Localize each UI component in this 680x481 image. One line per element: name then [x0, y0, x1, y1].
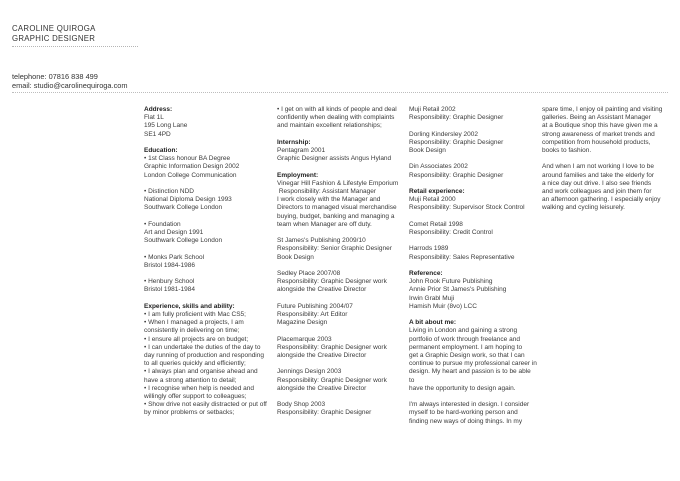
text-line: Graphic Designer assists Angus Hyland: [277, 155, 392, 163]
candidate-role: GRAPHIC DESIGNER: [12, 34, 96, 43]
spacer: [277, 262, 405, 270]
spacer: [277, 295, 405, 303]
spacer: [144, 139, 272, 147]
spacer: [144, 270, 272, 278]
text-line: Responsibility: Graphic Designer work: [277, 376, 387, 384]
header-divider: [12, 46, 138, 47]
text-line: • I can undertake the duties of the day to: [144, 343, 261, 351]
column-1: [144, 106, 272, 418]
text-line: National Diploma Design 1993: [144, 196, 232, 204]
spacer: [277, 163, 405, 171]
spacer: [277, 131, 405, 139]
text-line: books to fashion.: [542, 147, 592, 155]
text-line: And when I am not working I love to be: [542, 163, 655, 171]
section-heading: Internship:: [277, 138, 311, 146]
text-line: Southwark College London: [144, 204, 223, 212]
section-heading: Retail experience:: [409, 187, 465, 195]
text-line: • When I managed a projects, I am: [144, 319, 244, 327]
email-text: email: studio@carolinequiroga.com: [12, 81, 128, 90]
spacer: [277, 360, 405, 368]
text-line: Book Design: [409, 147, 446, 154]
spacer: [144, 180, 272, 188]
text-line: confidently when dealing with complaints: [277, 114, 395, 122]
text-line: a nice day out drive. I also see friends: [542, 179, 652, 187]
text-line: St James's Publishing 2009/10: [277, 237, 366, 245]
text-line: Responsibility: Graphic Designer work: [277, 343, 387, 351]
section-heading: Experience, skills and ability:: [144, 302, 235, 310]
column-4: [542, 106, 670, 213]
spacer: [409, 213, 537, 221]
text-line: permanent employment. I am hoping to: [409, 343, 523, 351]
text-line: Placemarque 2003: [277, 335, 332, 343]
text-line: Responsibility: Sales Representative: [409, 253, 515, 261]
text-line: • Show drive not easily distracted or put off: [144, 401, 267, 409]
text-line: John Rook Future Publishing: [409, 278, 493, 286]
spacer: [144, 295, 272, 303]
text-line: alongside the Creative Director: [277, 286, 367, 294]
text-line: Pentagram 2001: [277, 147, 326, 154]
text-line: Responsibility: Graphic Designer: [409, 114, 504, 122]
text-line: Living in London and gaining a strong: [409, 327, 518, 335]
text-line: and maintain excellent relationships;: [277, 122, 382, 130]
text-line: Responsibility: Assistant Manager: [277, 188, 376, 195]
text-line: Vinegar Hill Fashion & Lifestyle Emporium: [277, 179, 399, 187]
column-2: [277, 106, 405, 418]
text-line: Body Shop 2003: [277, 401, 326, 409]
text-line: 195 Long Lane: [144, 122, 188, 130]
spacer: [144, 213, 272, 221]
section-heading: Employment:: [277, 171, 319, 179]
text-line: Hamish Muir (8vo) LCC: [409, 302, 477, 310]
text-line: Responsibility: Senior Graphic Designer: [277, 245, 392, 253]
text-line: Southwark College London: [144, 237, 223, 245]
text-line: Responsibility: Art Editor: [277, 311, 348, 318]
text-line: • Foundation: [144, 220, 181, 228]
text-line: Responsibility: Graphic Designer work: [277, 278, 387, 286]
text-line: Muji Retail 2002: [409, 106, 456, 113]
text-line: • I recognise when help is needed and: [144, 384, 254, 392]
text-line: an afternoon gathering. I especially enjoy: [542, 196, 661, 204]
text-line: • 1st Class honour BA Degree: [144, 155, 231, 163]
text-line: competition from household products,: [542, 138, 651, 146]
text-line: willingly offer support to colleagues;: [144, 393, 247, 401]
text-line: Bristol 1981-1984: [144, 286, 195, 294]
text-line: Book Design: [277, 253, 314, 261]
text-line: • I am fully proficient with Mac CS5;: [144, 310, 246, 318]
text-line: walking and cycling leisurely.: [542, 204, 625, 212]
contact-block: [12, 72, 128, 90]
text-line: Jennings Design 2003: [277, 368, 342, 376]
text-line: Muji Retail 2000: [409, 196, 456, 204]
text-line: by minor problems or setbacks;: [144, 409, 235, 417]
text-line: Comet Retail 1998: [409, 220, 463, 228]
text-line: Flat 1L: [144, 114, 164, 122]
section-heading: Reference:: [409, 269, 443, 277]
text-line: Harrods 1989: [409, 245, 449, 253]
text-line: Magazine Design: [277, 319, 328, 327]
text-line: alongside the Creative Director: [277, 384, 367, 392]
spacer: [409, 311, 537, 319]
text-line: Directors to managed visual merchandise: [277, 204, 397, 212]
text-line: I'm always interested in design. I consider: [409, 401, 530, 409]
spacer: [277, 393, 405, 401]
text-line: Future Publishing 2004/07: [277, 302, 353, 310]
section-divider: [12, 92, 668, 93]
header: [12, 24, 96, 44]
text-line: finding new ways of doing things. In my: [409, 417, 523, 425]
text-line: design. My heart and passion is to be able to: [409, 368, 533, 384]
text-line: spare time, I enjoy oil painting and visiting: [542, 106, 663, 113]
text-line: galleries. Being an Assistant Manager: [542, 114, 651, 122]
spacer: [409, 237, 537, 245]
text-line: • I always plan and organise ahead and: [144, 368, 258, 376]
spacer: [409, 122, 537, 130]
text-line: • I ensure all projects are on budget;: [144, 335, 249, 343]
text-line: Responsibility: Graphic Designer: [277, 409, 372, 417]
text-line: Annie Prior St James's Publishing: [409, 286, 507, 294]
text-line: Bristol 1984-1986: [144, 261, 195, 269]
text-line: Din Associates 2002: [409, 163, 468, 171]
text-line: • Distinction NDD: [144, 188, 194, 195]
text-line: Responsibility: Graphic Designer: [409, 171, 504, 179]
text-line: have the opportunity to design again.: [409, 384, 516, 392]
text-line: get a Graphic Design work, so that I can: [409, 351, 525, 359]
column-3: [409, 106, 537, 426]
text-line: Art and Design 1991: [144, 229, 204, 236]
spacer: [542, 155, 670, 163]
spacer: [144, 245, 272, 253]
candidate-name: CAROLINE QUIROGA: [12, 24, 96, 33]
text-line: portfolio of work through freelance and: [409, 335, 520, 343]
text-line: alongside the Creative Director: [277, 352, 367, 359]
text-line: at a Boutique shop this have given me a: [542, 122, 658, 130]
text-line: Responsibility: Credit Control: [409, 228, 493, 236]
spacer: [409, 155, 537, 163]
text-line: Graphic Information Design 2002: [144, 163, 240, 171]
text-line: strong awareness of market trends and: [542, 130, 655, 138]
text-line: have a strong attention to detail;: [144, 376, 237, 384]
text-line: • I get on with all kinds of people and deal: [277, 106, 397, 113]
text-line: Dorling Kindersley 2002: [409, 130, 479, 138]
section-heading: Education:: [144, 147, 178, 154]
spacer: [277, 327, 405, 335]
section-heading: Address:: [144, 106, 173, 113]
text-line: • Henbury School: [144, 278, 195, 286]
text-line: consistently in delivering on time;: [144, 327, 240, 335]
text-line: Irwin Grabl Muji: [409, 294, 455, 302]
text-line: SE1 4PD: [144, 130, 171, 138]
text-line: to all queries quickly and efficiently;: [144, 360, 246, 368]
text-line: I work closely with the Manager and: [277, 196, 381, 204]
text-line: buying, budget, banking and managing a: [277, 212, 395, 220]
text-line: Responsibility: Supervisor Stock Control: [409, 204, 525, 212]
text-line: and work colleagues and join them for: [542, 188, 652, 196]
text-line: continue to pursue my professional career in: [409, 360, 537, 368]
spacer: [409, 262, 537, 270]
spacer: [409, 180, 537, 188]
text-line: team when Manager are off duty.: [277, 220, 372, 228]
spacer: [409, 393, 537, 401]
telephone-text: telephone: 07816 838 499: [12, 72, 98, 81]
text-line: day running of production and responding: [144, 352, 264, 359]
text-line: London College Communication: [144, 171, 237, 179]
text-line: Sedley Place 2007/08: [277, 270, 341, 277]
text-line: • Monks Park School: [144, 253, 205, 261]
text-line: myself to be hard-working person and: [409, 409, 518, 417]
text-line: Responsibility: Graphic Designer: [409, 138, 504, 146]
spacer: [277, 229, 405, 237]
section-heading: A bit about me:: [409, 319, 457, 327]
text-line: around families and take the elderly for: [542, 171, 655, 179]
